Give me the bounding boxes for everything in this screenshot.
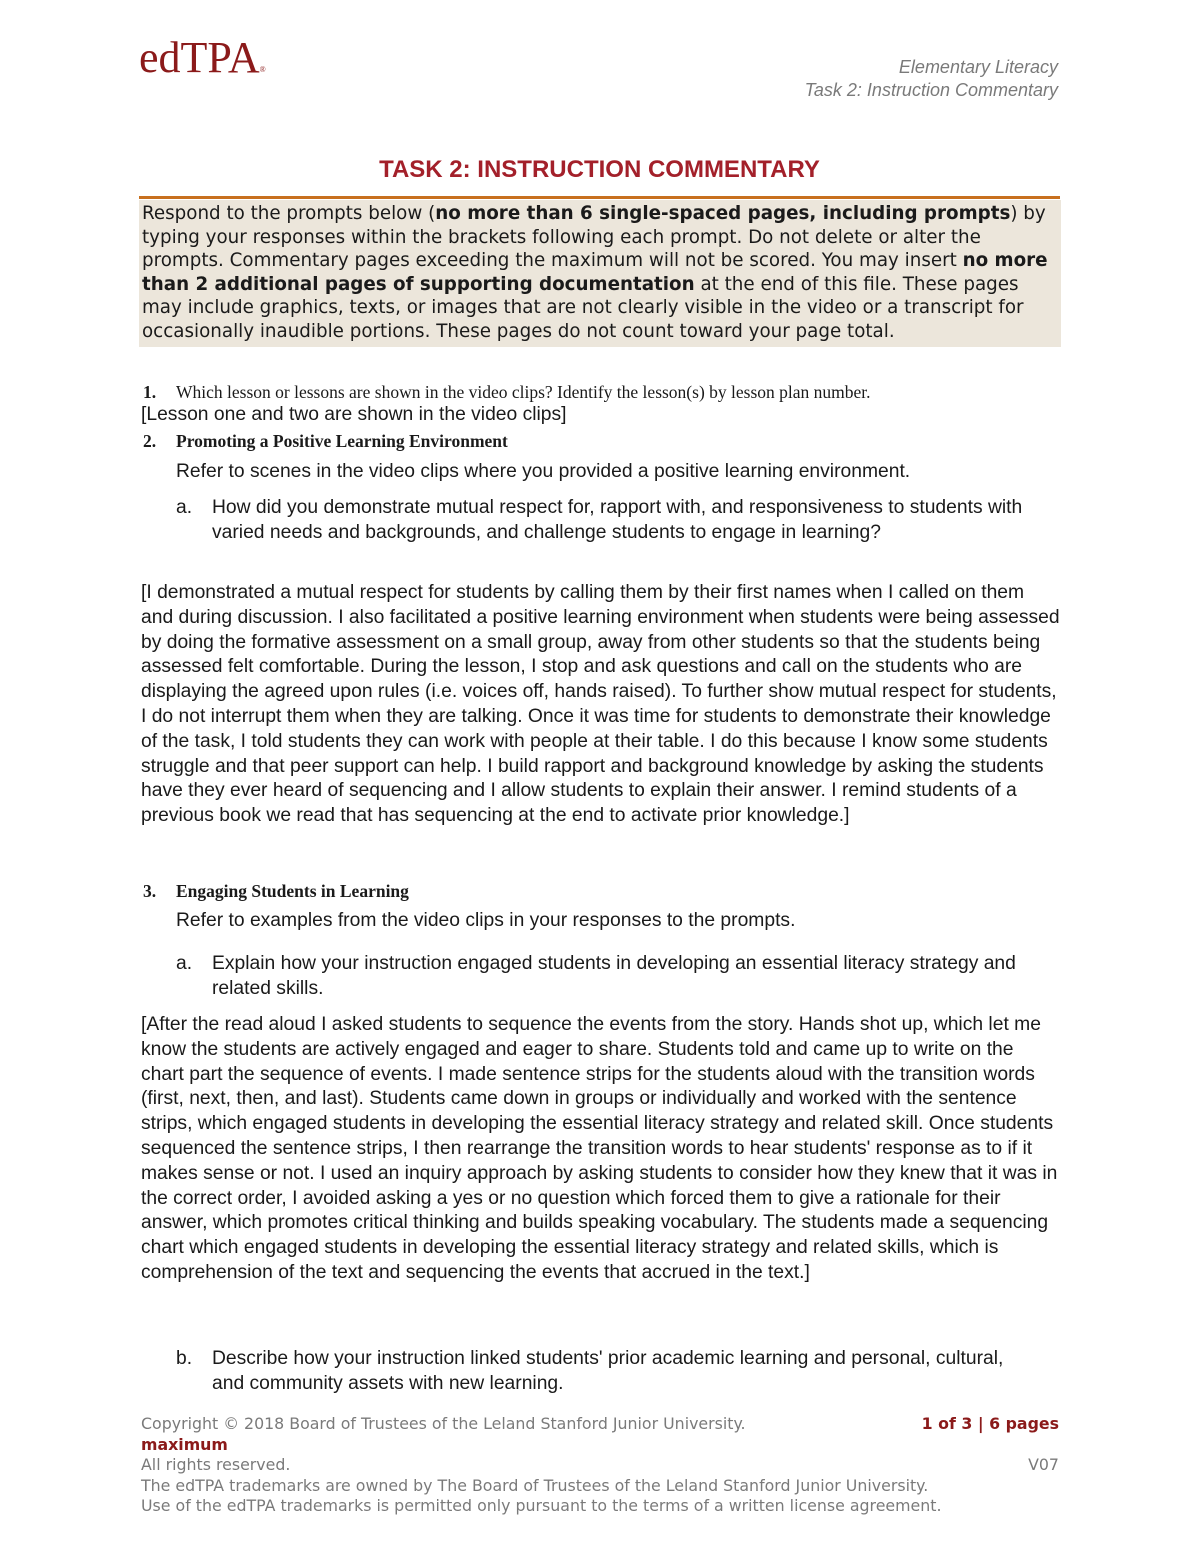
footer-copyright: Copyright © 2018 Board of Trustees of the Leland Stanford Junior University. xyxy=(141,1414,746,1433)
prompt-3a xyxy=(176,952,1036,1002)
prompt-3a-letter: a. xyxy=(176,953,193,974)
prompt-3b xyxy=(176,1347,1036,1397)
title-divider xyxy=(139,196,1060,199)
instructions-text-2: ) by typing your responses within the brackets following each prompt. Do not delete or alter the prompts. Commentary pages exceeding the maximum will not be scored. You may insert xyxy=(142,203,1046,271)
footer-trademark-2: Use of the edTPA trademarks is permitted only pursuant to the terms of a written license agreement. xyxy=(141,1496,942,1515)
instructions-bold-2: no more than 2 additional pages of supporting documentation xyxy=(142,250,1048,295)
page-footer xyxy=(141,1414,1059,1517)
prompt-3-heading xyxy=(143,879,409,903)
instructions-text-3: at the end of this file. These pages may include graphics, texts, or images that are not clearly visible in the video or a transcript for occasionally inaudible portions. These pages do not count toward your page total. xyxy=(142,273,1024,342)
prompt-3b-text: Describe how your instruction linked students' prior academic learning and personal, cultural, and community assets with new learning. xyxy=(212,1348,1004,1394)
logo-text: edTPA xyxy=(139,33,260,82)
prompt-3-title: Engaging Students in Learning xyxy=(176,881,409,901)
prompt-1 xyxy=(143,380,871,404)
prompt-3b-letter: b. xyxy=(176,1348,193,1369)
prompt-1-text: Which lesson or lessons are shown in the video clips? Identify the lesson(s) by lesson plan number. xyxy=(176,382,871,402)
prompt-2a xyxy=(176,496,1036,546)
prompt-2-heading xyxy=(143,429,508,453)
header-task: Task 2: Instruction Commentary xyxy=(804,80,1058,100)
prompt-3-refer: Refer to examples from the video clips in your responses to the prompts. xyxy=(176,910,796,931)
instructions-text-1: Respond to the prompts below ( xyxy=(142,203,436,224)
instructions-bold-1: no more than 6 single-spaced pages, including prompts xyxy=(435,203,1011,224)
prompt-2-title: Promoting a Positive Learning Environment xyxy=(176,431,508,451)
edtpa-logo xyxy=(139,33,266,82)
prompt-2a-letter: a. xyxy=(176,497,193,518)
footer-page-info: 1 of 3 | 6 pages xyxy=(921,1414,1059,1433)
footer-maximum: maximum xyxy=(141,1434,228,1454)
response-3a[interactable]: [After the read aloud I asked students to sequence the events from the story. Hands shot up, which let me know the students are actively engaged and eager to share. Students told and came up to write on the chart part the sequence of events. I made sentence strips for the students aloud with the transition words (first, next, then, and last). Students came down in groups or individually and worked with the sentence strips, which engaged students in developing the essential literacy strategy and related skill. Once students sequenced the sentence strips, I then rearrange the transition words to hear students' response as to if it makes sense or not. I used an inquiry approach by asking students to consider how they knew that it was in the correct order, I avoided asking a yes or no question which forced them to give a rationale for their answer, which promotes critical thinking and builds speaking vocabulary. The students made a sequencing chart which engaged students in developing the essential literacy strategy and related skills, which is comprehension of the text and sequencing the events that accrued in the text.] xyxy=(141,1014,1058,1283)
instructions-box xyxy=(139,200,1061,347)
response-2a[interactable]: [I demonstrated a mutual respect for students by calling them by their first names when I called on them and during discussion. I also facilitated a positive learning environment when students were being assessed by doing the formative assessment on a small group, away from other students so that the students being assessed felt comfortable. During the lesson, I stop and ask questions and call on the students who are displaying the agreed upon rules (i.e. voices off, hands raised). To further show mutual respect for students, I do not interrupt them when they are talking. Once it was time for students to demonstrate their knowledge of the task, I told students they can work with people at their table. I do this because I know some students struggle and that peer support can help. I build rapport and background knowledge by asking the students have they ever heard of sequencing and I allow students to explain their answer. I remind students of a previous book we read that has sequencing at the end to activate prior knowledge.] xyxy=(141,582,1060,827)
prompt-2a-text: How did you demonstrate mutual respect for, rapport with, and responsiveness to students with varied needs and backgrounds, and challenge students to engage in learning? xyxy=(212,497,1023,543)
footer-trademark-1: The edTPA trademarks are owned by The Board of Trustees of the Leland Stanford Junior University. xyxy=(141,1475,929,1495)
header-subject: Elementary Literacy xyxy=(898,57,1058,77)
response-1[interactable]: [Lesson one and two are shown in the video clips] xyxy=(141,404,567,425)
prompt-3a-text: Explain how your instruction engaged students in developing an essential literacy strategy and related skills. xyxy=(212,953,1016,999)
logo-mark: ® xyxy=(259,65,266,74)
footer-rights: All rights reserved. xyxy=(141,1455,291,1474)
prompt-3-number: 3. xyxy=(143,881,157,901)
page-title: TASK 2: INSTRUCTION COMMENTARY xyxy=(379,156,820,183)
page-header xyxy=(805,56,1058,102)
prompt-2-refer: Refer to scenes in the video clips where you provided a positive learning environment. xyxy=(176,461,911,482)
prompt-1-number: 1. xyxy=(143,382,157,402)
footer-version: V07 xyxy=(1028,1455,1059,1474)
prompt-2-number: 2. xyxy=(143,431,157,451)
